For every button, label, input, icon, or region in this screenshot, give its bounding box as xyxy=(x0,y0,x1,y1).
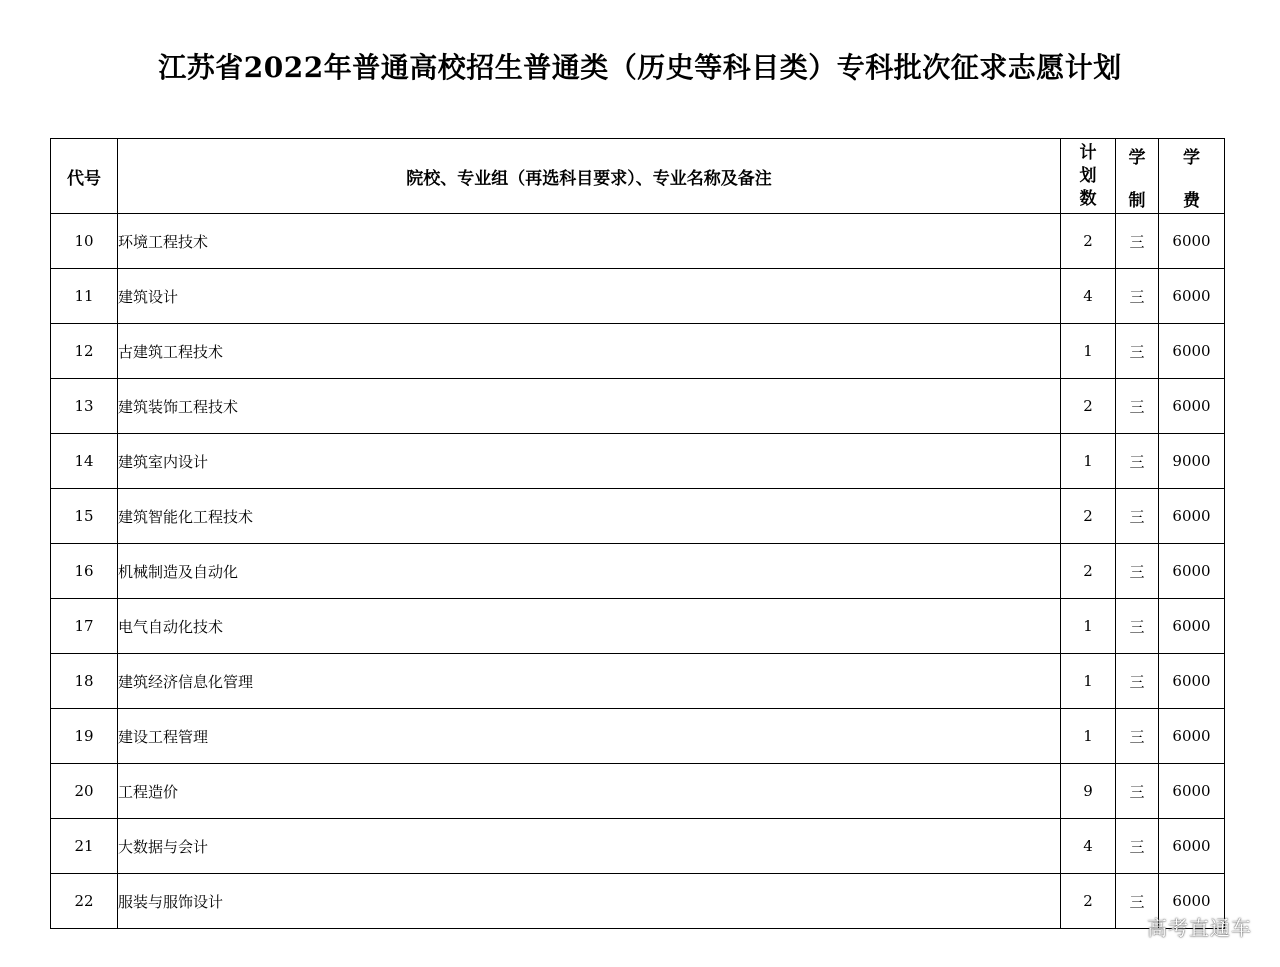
code-cell: 10 xyxy=(51,214,118,269)
fee-cell: 6000 xyxy=(1159,654,1225,709)
page-title: 江苏省2022年普通高校招生普通类（历史等科目类）专科批次征求志愿计划 xyxy=(158,51,1122,84)
plan-count-cell: 2 xyxy=(1061,214,1116,269)
code-cell: 16 xyxy=(51,544,118,599)
major-name-cell: 电气自动化技术 xyxy=(118,599,1061,654)
fee-cell: 9000 xyxy=(1159,434,1225,489)
plan-count-cell: 1 xyxy=(1061,324,1116,379)
fee-cell: 6000 xyxy=(1159,599,1225,654)
fee-cell: 6000 xyxy=(1159,489,1225,544)
fee-cell: 6000 xyxy=(1159,379,1225,434)
header-years-bottom: 制 xyxy=(1128,191,1146,211)
major-name-cell: 建筑经济信息化管理 xyxy=(118,654,1061,709)
table-header-row xyxy=(51,139,1225,214)
plan-count-cell: 9 xyxy=(1061,764,1116,819)
plan-count-cell: 1 xyxy=(1061,434,1116,489)
fee-cell: 6000 xyxy=(1159,324,1225,379)
major-name-cell: 古建筑工程技术 xyxy=(118,324,1061,379)
table-row xyxy=(51,764,1225,819)
header-plan xyxy=(1061,139,1116,214)
plan-count-cell: 1 xyxy=(1061,599,1116,654)
plan-count-cell: 1 xyxy=(1061,709,1116,764)
major-name-cell: 建筑室内设计 xyxy=(118,434,1061,489)
fee-cell: 6000 xyxy=(1159,764,1225,819)
years-cell: 三 xyxy=(1116,874,1159,929)
years-cell: 三 xyxy=(1116,214,1159,269)
code-cell: 13 xyxy=(51,379,118,434)
fee-cell: 6000 xyxy=(1159,819,1225,874)
years-cell: 三 xyxy=(1116,544,1159,599)
code-cell: 11 xyxy=(51,269,118,324)
major-name-cell: 建筑装饰工程技术 xyxy=(118,379,1061,434)
table-row xyxy=(51,874,1225,929)
table-row xyxy=(51,434,1225,489)
table-body xyxy=(51,214,1225,929)
header-name: 院校、专业组（再选科目要求）、专业名称及备注 xyxy=(118,139,1061,214)
code-cell: 18 xyxy=(51,654,118,709)
fee-cell: 6000 xyxy=(1159,214,1225,269)
fee-cell: 6000 xyxy=(1159,874,1225,929)
table-row xyxy=(51,379,1225,434)
fee-cell: 6000 xyxy=(1159,544,1225,599)
table-row xyxy=(51,654,1225,709)
years-cell: 三 xyxy=(1116,764,1159,819)
table-row xyxy=(51,489,1225,544)
years-cell: 三 xyxy=(1116,434,1159,489)
major-name-cell: 工程造价 xyxy=(118,764,1061,819)
years-cell: 三 xyxy=(1116,819,1159,874)
major-name-cell: 建筑设计 xyxy=(118,269,1061,324)
table-row xyxy=(51,324,1225,379)
table-row xyxy=(51,599,1225,654)
years-cell: 三 xyxy=(1116,269,1159,324)
header-fee-top: 学 xyxy=(1183,148,1200,168)
fee-cell: 6000 xyxy=(1159,709,1225,764)
code-cell: 14 xyxy=(51,434,118,489)
plan-count-cell: 2 xyxy=(1061,874,1116,929)
major-name-cell: 服装与服饰设计 xyxy=(118,874,1061,929)
plan-count-cell: 2 xyxy=(1061,489,1116,544)
code-cell: 20 xyxy=(51,764,118,819)
header-fee xyxy=(1159,139,1225,214)
header-fee-bottom: 费 xyxy=(1183,191,1200,211)
watermark: 高考直通车 xyxy=(1147,916,1252,940)
code-cell: 19 xyxy=(51,709,118,764)
table-row xyxy=(51,269,1225,324)
code-cell: 17 xyxy=(51,599,118,654)
years-cell: 三 xyxy=(1116,599,1159,654)
major-name-cell: 机械制造及自动化 xyxy=(118,544,1061,599)
table-row xyxy=(51,214,1225,269)
years-cell: 三 xyxy=(1116,489,1159,544)
years-cell: 三 xyxy=(1116,379,1159,434)
plan-count-cell: 4 xyxy=(1061,819,1116,874)
major-name-cell: 建筑智能化工程技术 xyxy=(118,489,1061,544)
major-name-cell: 建设工程管理 xyxy=(118,709,1061,764)
header-years xyxy=(1116,139,1159,214)
years-cell: 三 xyxy=(1116,324,1159,379)
fee-cell: 6000 xyxy=(1159,269,1225,324)
header-years-top: 学 xyxy=(1128,148,1146,168)
plan-count-cell: 2 xyxy=(1061,544,1116,599)
table-row xyxy=(51,819,1225,874)
header-plan-label: 计划数 xyxy=(1079,142,1097,209)
code-cell: 15 xyxy=(51,489,118,544)
enrollment-plan-table xyxy=(50,138,1225,929)
code-cell: 22 xyxy=(51,874,118,929)
plan-count-cell: 2 xyxy=(1061,379,1116,434)
years-cell: 三 xyxy=(1116,709,1159,764)
header-code: 代号 xyxy=(51,139,118,214)
table-row xyxy=(51,544,1225,599)
years-cell: 三 xyxy=(1116,654,1159,709)
major-name-cell: 大数据与会计 xyxy=(118,819,1061,874)
plan-count-cell: 4 xyxy=(1061,269,1116,324)
code-cell: 21 xyxy=(51,819,118,874)
plan-count-cell: 1 xyxy=(1061,654,1116,709)
major-name-cell: 环境工程技术 xyxy=(118,214,1061,269)
code-cell: 12 xyxy=(51,324,118,379)
table-row xyxy=(51,709,1225,764)
